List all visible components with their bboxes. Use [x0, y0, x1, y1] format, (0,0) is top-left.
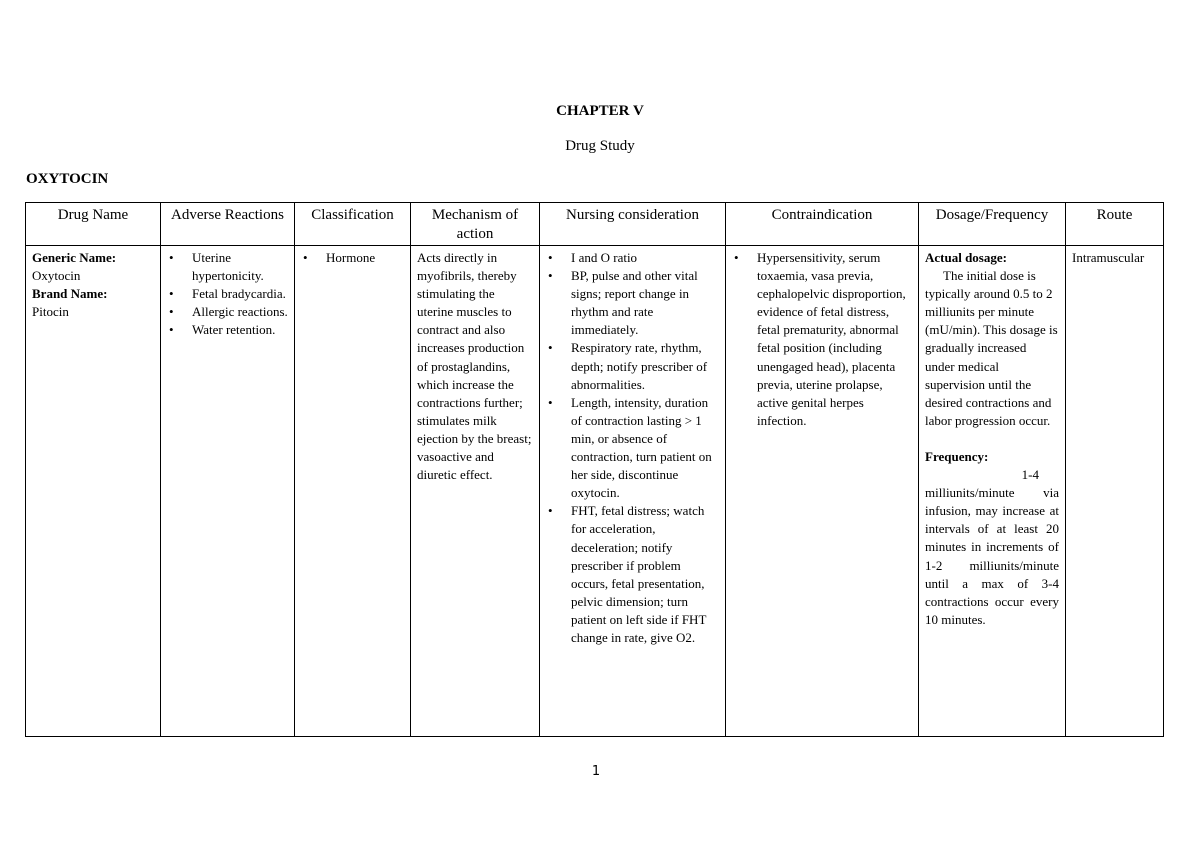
frequency-text: milliunits/minute via infusion, may increase at intervals of at least 20 minutes in increments of 1-2 milliunits/minute until a max of 3-4 contractions occur every 10 minutes.: [925, 485, 1059, 627]
frequency-label: Frequency:: [925, 448, 989, 464]
header-adverse-reactions: Adverse Reactions: [161, 203, 295, 246]
list-item: • Water retention.: [167, 321, 288, 339]
page-number: 1: [591, 764, 601, 779]
drug-heading: OXYTOCIN: [26, 171, 109, 187]
brand-name-label: Brand Name:: [32, 286, 108, 302]
header-classification: Classification: [295, 203, 411, 246]
header-nursing-consideration: Nursing consideration: [540, 203, 726, 246]
frequency-lead: 1-4: [1021, 467, 1039, 483]
list-item: • FHT, fetal distress; watch for acceleration, deceleration; notify prescriber if problem occurs, fetal presentation, pelvic dimension; turn patient on left side if FHT change in rate, give O2.: [546, 502, 719, 647]
cell-drug-name: [26, 246, 161, 737]
generic-name-label: Generic Name:: [32, 250, 117, 265]
nursing-consideration-list: [546, 249, 719, 647]
actual-dosage-label: Actual dosage:: [925, 250, 1007, 265]
generic-name-value: Oxytocin: [32, 268, 81, 284]
header-route: Route: [1066, 203, 1164, 246]
table-header-row: [26, 203, 1164, 246]
cell-mechanism: [411, 246, 540, 737]
mechanism-text: Acts directly in myofibrils, thereby stimulating the uterine muscles to contract and also increases production of prostaglandins, which increase the contractions further; stimulates milk ejection by the breast; vasoactive and diuretic effect.: [417, 250, 532, 483]
list-item: • Respiratory rate, rhythm, depth; notify prescriber of abnormalities.: [546, 339, 719, 393]
chapter-title: CHAPTER V: [556, 103, 644, 119]
route-value: Intramuscular: [1072, 250, 1145, 265]
cell-adverse-reactions: [161, 246, 295, 737]
brand-name-value: Pitocin: [32, 304, 69, 320]
document-subtitle: Drug Study: [565, 138, 635, 154]
cell-route: [1066, 246, 1164, 737]
drug-study-table: [25, 202, 1164, 737]
list-item: • Hypersensitivity, serum toxaemia, vasa previa, cephalopelvic disproportion, evidence of fetal distress, fetal prematurity, abnormal fetal position (including unengaged head), placenta previa, uterine prolapse, active genital herpes infection.: [732, 249, 912, 430]
cell-dosage-frequency: [919, 246, 1066, 737]
actual-dosage-value: The initial dose is typically around 0.5 to 2 milliunits per minute (mU/min). This dosage is gradually increased under medical supervision until the desired contractions and labor progression occur.: [925, 268, 1058, 428]
classification-list: [301, 249, 404, 267]
list-item: • I and O ratio: [546, 249, 719, 267]
list-item: • Uterine hypertonicity.: [167, 249, 288, 285]
list-item: • Length, intensity, duration of contraction lasting > 1 min, or absence of contraction, turn patient on her side, discontinue oxytocin.: [546, 394, 719, 503]
table-row: [26, 246, 1164, 737]
list-item: • Hormone: [301, 249, 404, 267]
header-dosage-frequency: Dosage/Frequency: [919, 203, 1066, 246]
list-item: • BP, pulse and other vital signs; report change in rhythm and rate immediately.: [546, 267, 719, 339]
list-item: • Fetal bradycardia.: [167, 285, 288, 303]
header-contraindication: Contraindication: [726, 203, 919, 246]
cell-contraindication: [726, 246, 919, 737]
header-mechanism: Mechanism of action: [411, 203, 540, 246]
cell-nursing-consideration: [540, 246, 726, 737]
adverse-reactions-list: [167, 249, 288, 339]
actual-dosage-text: [925, 267, 1059, 430]
header-drug-name: Drug Name: [26, 203, 161, 246]
list-item: • Allergic reactions.: [167, 303, 288, 321]
cell-classification: [295, 246, 411, 737]
contraindication-list: [732, 249, 912, 430]
